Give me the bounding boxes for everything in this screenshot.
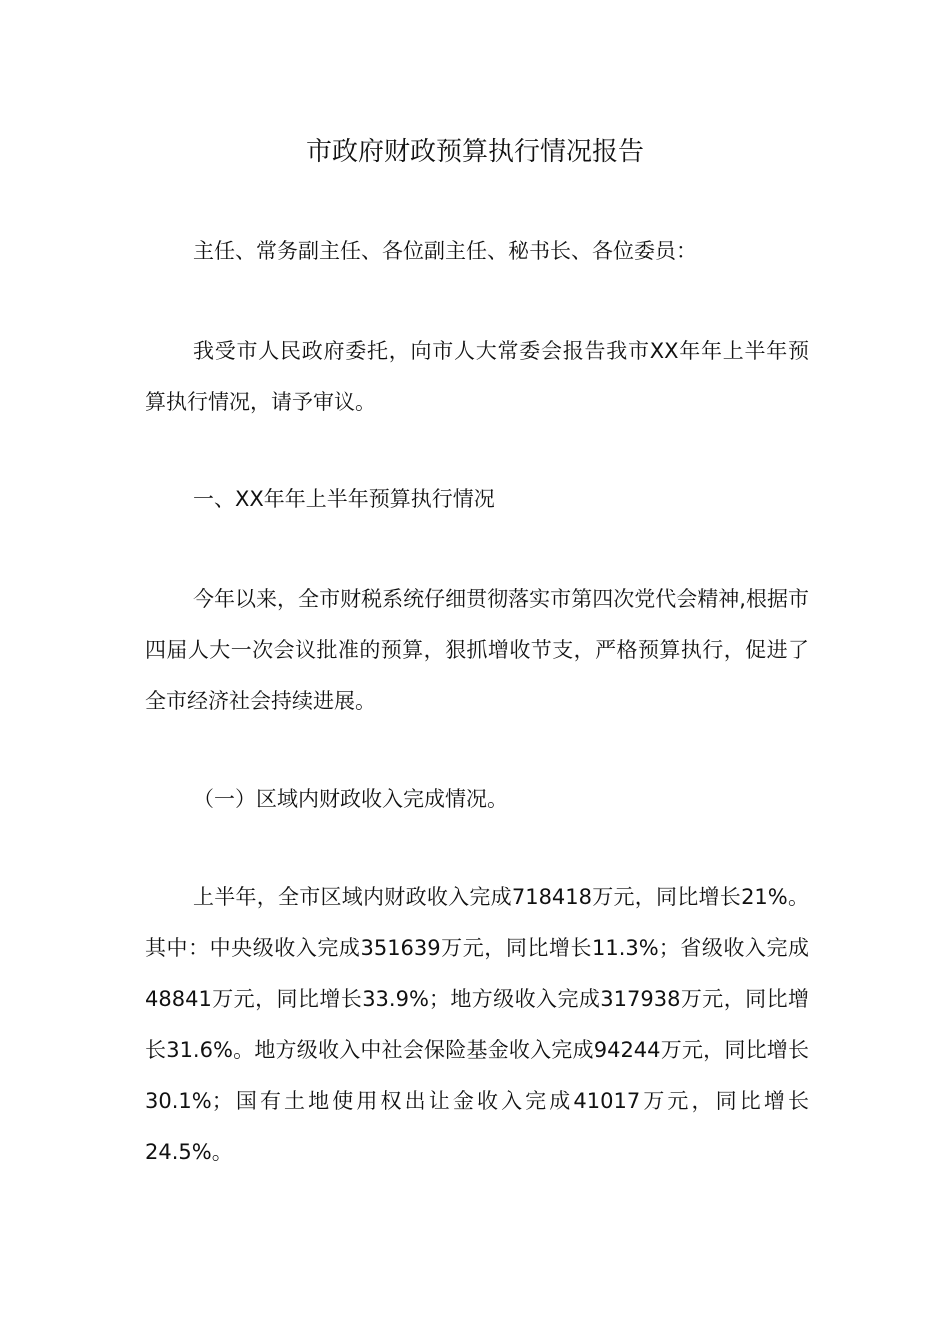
overview-paragraph: 今年以来，全市财税系统仔细贯彻落实市第四次党代会精神,根据市四届人大一次会议批准的预算，狠抓增收节支，严格预算执行，促进了全市经济社会持续进展。 — [145, 587, 809, 713]
intro-paragraph: 我受市人民政府委托，向市人大常委会报告我市XX年年上半年预算执行情况，请予审议。 — [145, 339, 809, 414]
document-title: 市政府财政预算执行情况报告 — [305, 137, 644, 167]
subsection-heading-1: （一）区域内财政收入完成情况。 — [193, 787, 508, 811]
section-heading-1: 一、XX年年上半年预算执行情况 — [193, 487, 495, 511]
salutation-paragraph: 主任、常务副主任、各位副主任、秘书长、各位委员： — [193, 239, 697, 263]
revenue-paragraph: 上半年，全市区域内财政收入完成718418万元，同比增长21%。其中：中央级收入完成351639万元，同比增长11.3%；省级收入完成48841万元，同比增长33.9%；地方级收入完成317938万元，同比增长31.6%。地方级收入中社会保险基金收入完成94244万元，同比增长30.1%；国有土地使用权出让金收入完成41017万元，同比增长24.5%。 — [145, 885, 809, 1164]
